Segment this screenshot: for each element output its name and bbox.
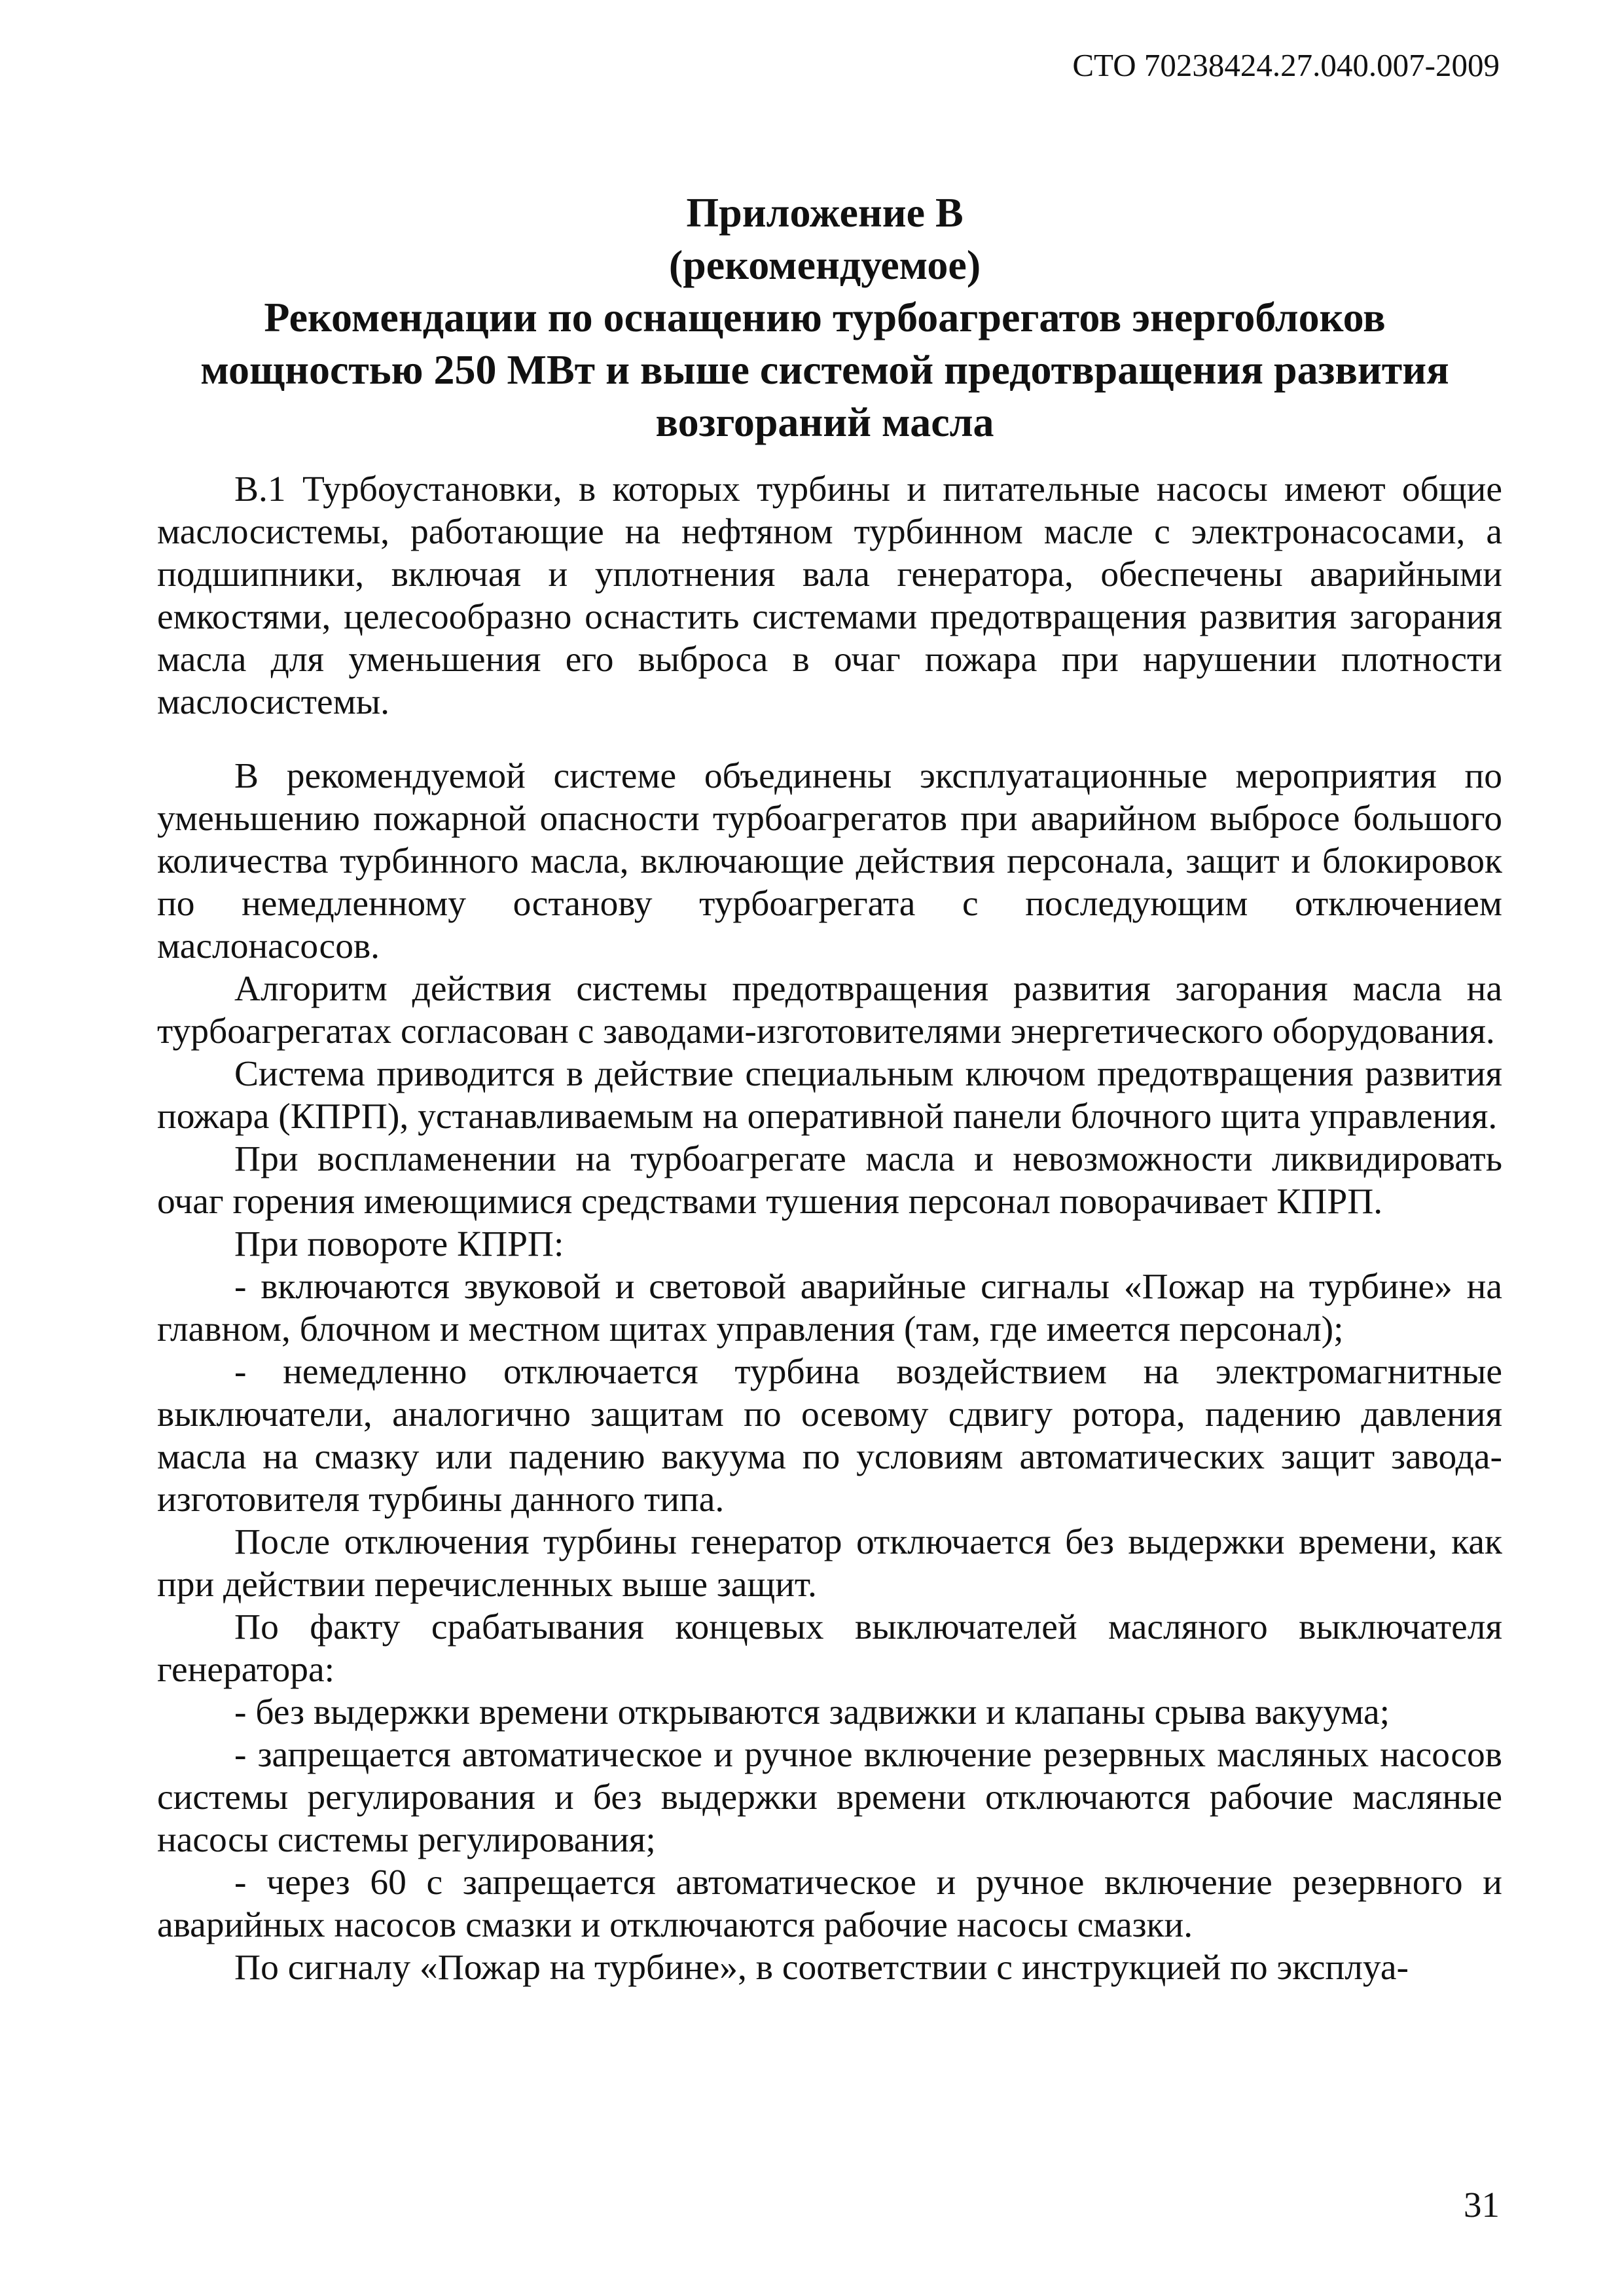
appendix-status: (рекомендуемое) [668, 242, 981, 288]
paragraph: При воспламенении на турбоагрегате масла и невозможности ликвидировать очаг горения имеющимися средствами тушения персонал поворачивает КПРП. [157, 1139, 1502, 1222]
appendix-subject-line-3: возгораний масла [655, 399, 994, 445]
paragraph: При повороте КПРП: [234, 1224, 564, 1264]
paragraph: Алгоритм действия системы предотвращения развития загорания масла на турбоагрегатах согласован с заводами-изготовителями энергетического оборудования. [157, 969, 1502, 1051]
list-item: - немедленно отключается турбина воздействием на электромагнитные выключатели, аналогично защитам по осевому сдвигу ротора, падению давления масла на смазку или падению вакуума по условиям автоматических защит завода-изготовителя турбины данного типа. [157, 1352, 1502, 1520]
appendix-subject-line-1: Рекомендации по оснащению турбоагрегатов энергоблоков [264, 294, 1386, 340]
paragraph: По факту срабатывания концевых выключателей масляного выключателя генератора: [157, 1607, 1502, 1690]
appendix-heading [157, 187, 1492, 448]
document-code: СТО 70238424.27.040.007-2009 [1072, 47, 1500, 83]
paragraph-b1: В.1 Турбоустановки, в которых турбины и питательные насосы имеют общие маслосистемы, работающие на нефтяном турбинном масле с электронасосами, а подшипники, включая и уплотнения вала генератора, обеспечены аварийными емкостями, целесообразно оснастить системами предотвращения развития загорания масла для уменьшения его выброса в очаг пожара при нарушении плотности маслосистемы. [157, 469, 1502, 722]
appendix-subject-line-2: мощностью 250 МВт и выше системой предотвращения развития [200, 346, 1449, 393]
appendix-title: Приложение В [686, 189, 964, 236]
list-item: - включаются звуковой и световой аварийные сигналы «Пожар на турбине» на главном, блочном и местном щитах управления (там, где имеется персонал); [157, 1267, 1502, 1349]
page-number: 31 [1464, 2185, 1500, 2225]
list-item: - запрещается автоматическое и ручное включение резервных масляных насосов системы регулирования и без выдержки времени отключаются рабочие масляные насосы системы регулирования; [157, 1735, 1502, 1860]
paragraph: После отключения турбины генератор отключается без выдержки времени, как при действии перечисленных выше защит. [157, 1522, 1502, 1605]
list-item: - через 60 с запрещается автоматическое и ручное включение резервного и аварийных насосов смазки и отключаются рабочие насосы смазки. [157, 1863, 1502, 1945]
paragraph: По сигналу «Пожар на турбине», в соответствии с инструкцией по эксплуа- [234, 1948, 1409, 1988]
body-text [157, 468, 1502, 1989]
paragraph: В рекомендуемой системе объединены эксплуатационные мероприятия по уменьшению пожарной опасности турбоагрегатов при аварийном выбросе большого количества турбинного масла, включающие действия персонала, защит и блокировок по немедленному останову турбоагрегата с последующим отключением маслонасосов. [157, 756, 1502, 966]
list-item: - без выдержки времени открываются задвижки и клапаны срыва вакуума; [234, 1692, 1390, 1732]
paragraph: Система приводится в действие специальным ключом предотвращения развития пожара (КПРП), устанавливаемым на оперативной панели блочного щита управления. [157, 1054, 1502, 1137]
